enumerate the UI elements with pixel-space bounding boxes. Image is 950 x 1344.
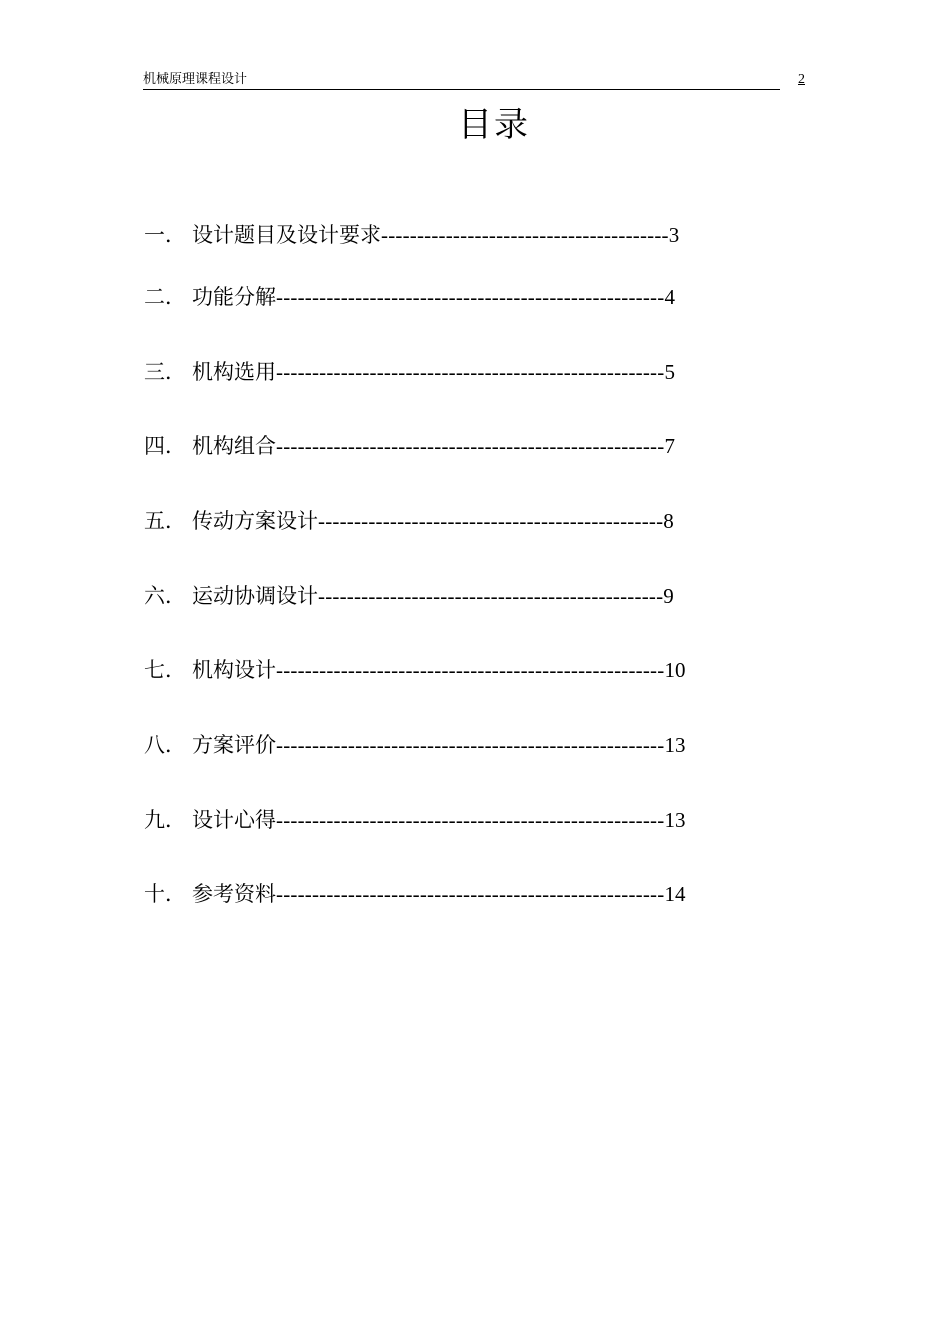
toc-entry[interactable] bbox=[144, 730, 685, 760]
toc-entry-page: 14 bbox=[664, 882, 686, 906]
toc-entry-label: 设计题目及设计要求 bbox=[192, 223, 381, 247]
toc-entry-leader: ------------------------------------------------ bbox=[318, 584, 664, 608]
toc-entry-page: 8 bbox=[663, 509, 674, 533]
toc-entry-number: 八． bbox=[144, 733, 186, 757]
toc-entry-label: 机构设计 bbox=[192, 658, 276, 682]
toc-entry-number: 十． bbox=[144, 882, 186, 906]
toc-entry-page: 10 bbox=[664, 658, 686, 682]
toc-title: 目录 bbox=[458, 105, 530, 145]
toc-entry[interactable] bbox=[144, 655, 685, 685]
toc-entry[interactable] bbox=[144, 431, 675, 461]
toc-entry-number: 一． bbox=[144, 223, 186, 247]
toc-entry[interactable] bbox=[144, 581, 674, 611]
toc-entry-leader: ------------------------------------------------------ bbox=[276, 882, 665, 906]
header-title: 机械原理课程设计 bbox=[143, 72, 248, 87]
toc-entry-number: 三． bbox=[144, 360, 186, 384]
toc-entry-label: 机构选用 bbox=[192, 360, 276, 384]
header-page-number: 2 bbox=[798, 72, 805, 87]
toc-entry-label: 机构组合 bbox=[192, 434, 276, 458]
toc-entry-number: 九． bbox=[144, 808, 186, 832]
toc-entry-label: 设计心得 bbox=[192, 808, 276, 832]
toc-entry-label: 方案评价 bbox=[192, 733, 276, 757]
page-header bbox=[143, 71, 807, 91]
toc-entry[interactable] bbox=[144, 506, 674, 536]
toc-entry-page: 13 bbox=[664, 733, 686, 757]
toc-entry-label: 运动协调设计 bbox=[192, 584, 318, 608]
toc-entry-number: 四． bbox=[144, 434, 186, 458]
toc-entry[interactable] bbox=[144, 357, 675, 387]
toc-entry-leader: ------------------------------------------------------ bbox=[276, 285, 665, 309]
toc-entry[interactable] bbox=[144, 879, 685, 909]
header-rule bbox=[143, 89, 780, 90]
toc-entry-number: 五． bbox=[144, 509, 186, 533]
toc-entry-leader: ------------------------------------------------------ bbox=[276, 360, 665, 384]
toc-entry-page: 9 bbox=[663, 584, 674, 608]
toc-entry-number: 六． bbox=[144, 584, 186, 608]
toc-entry-number: 二． bbox=[144, 285, 186, 309]
toc-entry-page: 3 bbox=[668, 223, 680, 247]
toc-entry-number: 七． bbox=[144, 658, 186, 682]
toc-entry-leader: ---------------------------------------- bbox=[381, 223, 669, 247]
toc-entry-leader: ------------------------------------------------------ bbox=[276, 658, 665, 682]
toc-entry-label: 传动方案设计 bbox=[192, 509, 318, 533]
toc-entry-leader: ------------------------------------------------------ bbox=[276, 733, 665, 757]
toc-entry-page: 7 bbox=[664, 434, 675, 458]
toc-entry[interactable] bbox=[144, 220, 679, 250]
toc-entry-leader: ------------------------------------------------------ bbox=[276, 808, 665, 832]
toc-entry-page: 4 bbox=[664, 285, 675, 309]
toc-entry[interactable] bbox=[144, 805, 685, 835]
toc-entry-label: 参考资料 bbox=[192, 882, 276, 906]
toc-entry-label: 功能分解 bbox=[192, 285, 276, 309]
toc-entry-leader: ------------------------------------------------------ bbox=[276, 434, 665, 458]
toc-entry[interactable] bbox=[144, 282, 675, 312]
toc-entry-leader: ------------------------------------------------ bbox=[318, 509, 664, 533]
toc-entry-page: 13 bbox=[664, 808, 686, 832]
toc-entry-page: 5 bbox=[664, 360, 675, 384]
